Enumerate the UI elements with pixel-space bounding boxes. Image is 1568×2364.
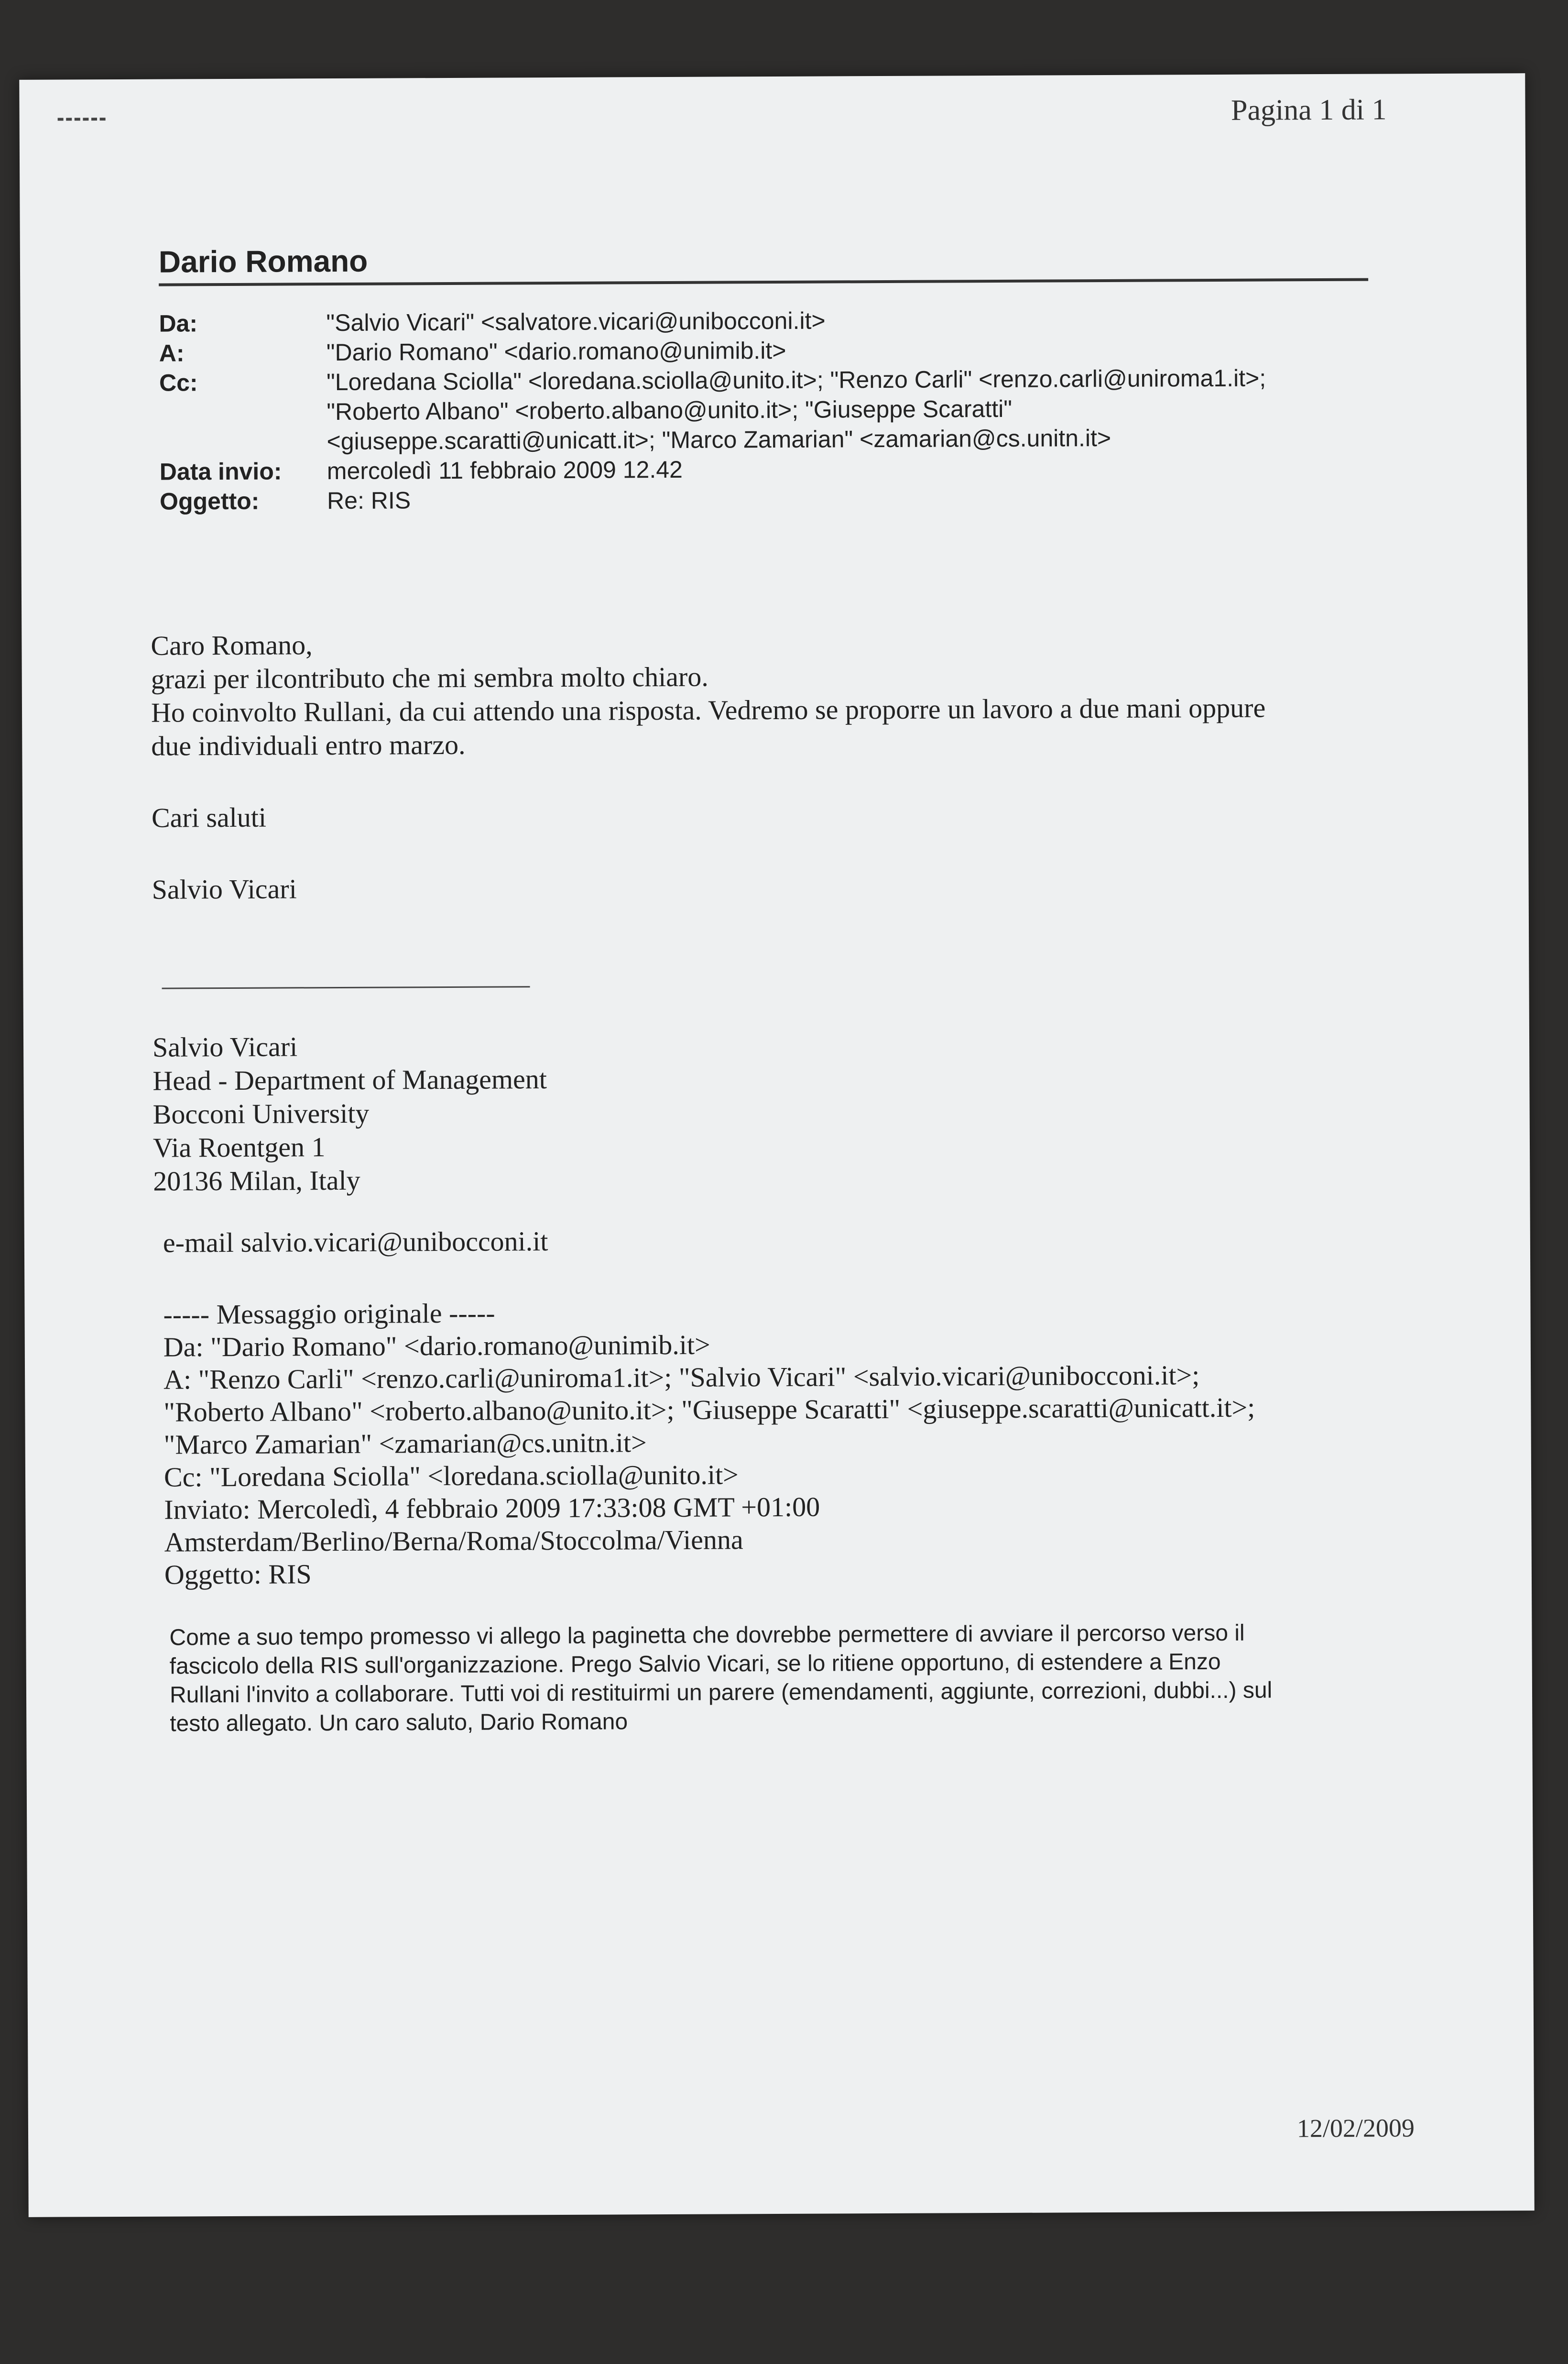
message-body	[151, 624, 1443, 907]
original-body-line: Come a suo tempo promesso vi allego la paginetta che dovrebbe permettere di avviare il percorso verso il	[169, 1620, 1245, 1651]
cc-line: "Roberto Albano" <roberto.albano@unito.it>; "Giuseppe Scaratti"	[327, 395, 1013, 426]
sender-name: Dario Romano	[159, 239, 1368, 286]
original-line: Inviato: Mercoledì, 4 febbraio 2009 17:33:08 GMT +01:00	[164, 1491, 820, 1525]
original-body-line: fascicolo della RIS sull'organizzazione. Prego Salvio Vicari, se lo ritiene opportuno, di estendere a Enzo	[169, 1649, 1221, 1679]
header-to	[159, 333, 1402, 368]
from-value: "Salvio Vicari" <salvatore.vicari@unibocconi.it>	[326, 307, 826, 337]
original-line: Cc: "Loredana Sciolla" <loredana.sciolla@unito.it>	[163, 1459, 739, 1493]
cc-line: <giuseppe.scaratti@unicatt.it>; "Marco Zamarian" <zamarian@cs.unitn.it>	[327, 424, 1111, 455]
email-headers	[159, 303, 1403, 516]
body-line: grazi per ilcontributo che mi sembra molto chiaro.	[151, 661, 708, 695]
paper-sheet	[19, 73, 1534, 2217]
original-message	[163, 1293, 1455, 1591]
to-value: "Dario Romano" <dario.romano@unimib.it>	[326, 337, 786, 366]
signature-divider	[162, 986, 530, 989]
footer-date: 12/02/2009	[1296, 2113, 1415, 2143]
original-body-line: testo allegato. Un caro saluto, Dario Romano	[170, 1709, 628, 1737]
cc-value	[327, 362, 1403, 456]
original-line: Da: "Dario Romano" <dario.romano@unimib.it>	[163, 1329, 710, 1363]
header-from	[159, 303, 1402, 338]
signature-line: Head - Department of Management	[152, 1063, 547, 1096]
header-date	[160, 451, 1403, 486]
header-subject	[160, 481, 1403, 516]
original-line: "Marco Zamarian" <zamarian@cs.unitn.it>	[163, 1427, 647, 1460]
original-line: ----- Messaggio originale -----	[163, 1297, 495, 1330]
signature-line: Salvio Vicari	[152, 1031, 298, 1063]
signature-email: e-mail salvio.vicari@unibocconi.it	[163, 1226, 548, 1259]
body-line: Ho coinvolto Rullani, da cui attendo una risposta. Vedremo se proporre un lavoro a due mani oppure	[151, 692, 1266, 728]
original-body-line: Rullani l'invito a collaborare. Tutti voi di restituirmi un parere (emendamenti, aggiunte, correzioni, dubbi...) sul	[169, 1677, 1273, 1708]
original-message-body	[169, 1618, 1460, 1739]
original-line: "Roberto Albano" <roberto.albano@unito.it>; "Giuseppe Scaratti" <giuseppe.scaratti@unicatt.it>;	[163, 1391, 1255, 1428]
body-line: Caro Romano,	[151, 629, 313, 661]
body-line: due individuali entro marzo.	[151, 729, 466, 762]
cc-line: "Loredana Sciolla" <loredana.sciolla@unito.it>; "Renzo Carli" <renzo.carli@uniroma1.it>;	[326, 364, 1266, 396]
signature-line: Bocconi University	[152, 1097, 370, 1130]
original-line: Oggetto: RIS	[164, 1558, 312, 1590]
signature-block	[152, 1028, 871, 1198]
punch-mark	[58, 118, 106, 126]
date-label: Data invio:	[159, 458, 282, 485]
signature-line: Via Roentgen 1	[152, 1131, 326, 1163]
closing-text: Cari saluti	[151, 801, 267, 833]
original-line: Amsterdam/Berlino/Berna/Roma/Stoccolma/Vienna	[164, 1524, 743, 1558]
sender-header	[159, 239, 1368, 286]
signature-line: 20136 Milan, Italy	[153, 1164, 360, 1197]
page-number: Pagina 1 di 1	[1230, 93, 1387, 127]
date-value: mercoledì 11 febbraio 2009 12.42	[327, 456, 683, 485]
signed-name: Salvio Vicari	[152, 873, 297, 905]
subject-value: Re: RIS	[327, 487, 411, 514]
subject-label: Oggetto:	[159, 487, 260, 515]
cc-label: Cc:	[159, 369, 198, 396]
header-cc	[159, 362, 1403, 457]
original-line: A: "Renzo Carli" <renzo.carli@uniroma1.it>; "Salvio Vicari" <salvio.vicari@unibocconi.it>;	[163, 1359, 1200, 1395]
from-label: Da:	[159, 310, 198, 337]
to-label: A:	[159, 339, 185, 367]
